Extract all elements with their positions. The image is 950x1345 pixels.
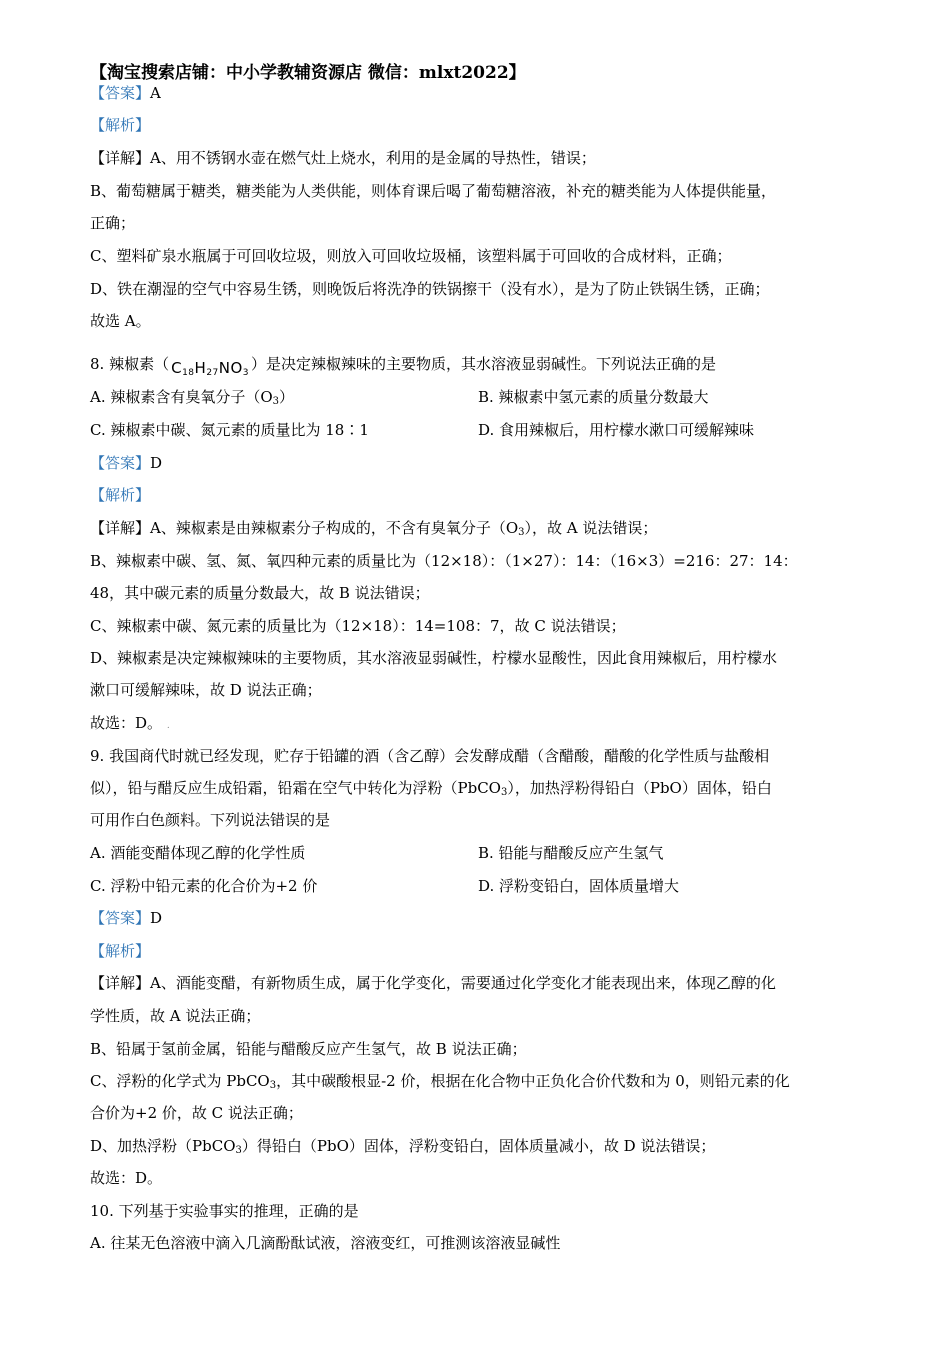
q7-detail-line: C、塑料矿泉水瓶属于可回收垃圾，则放入可回收垃圾桶，该塑料属于可回收的合成材料，正确； bbox=[90, 247, 732, 265]
q9-stem: 9. 我国商代时就已经发现，贮存于铅罐的酒（含乙醇）会发酵成醋（含醋酸，醋酸的化学性质与盐酸相 bbox=[90, 747, 770, 765]
q8-stem: 8. 辣椒素（ $C_{18}H_{27}NO_3$ ）是决定辣椒辣味的主要物质，其水溶液显弱碱性。下列说法正确的是 bbox=[90, 354, 716, 383]
q7-detail-line: B、葡萄糖属于糖类，糖类能为人类供能，则体育课后喝了葡萄糖溶液，补充的糖类能为人体提供能量， bbox=[90, 182, 777, 200]
q9-option-b: B. 铅能与醋酸反应产生氢气 bbox=[478, 844, 664, 862]
q8-option-b: B. 辣椒素中氢元素的质量分数最大 bbox=[478, 388, 709, 406]
q8-conclusion: 故选：D。 . bbox=[90, 714, 170, 732]
q7-conclusion: 故选 A。 bbox=[90, 312, 151, 330]
q9-detail-line: D、加热浮粉（PbCO$_3$）得铅白（PbO）固体，浮粉变铅白，固体质量减小，故 D 说法错误； bbox=[90, 1137, 716, 1156]
q8-answer: 【答案】D bbox=[90, 454, 163, 472]
q7-detail-line: D、铁在潮湿的空气中容易生锈，则晚饭后将洗净的铁锅擦干（没有水），是为了防止铁锅生锈，正确； bbox=[90, 280, 770, 298]
q8-detail-line: 【详解】A、辣椒素是由辣椒素分子构成的，不含有臭氧分子$(O_3)$，故 A 说法错误； bbox=[90, 519, 658, 538]
capsaicin-formula: $C_{18}H_{27}NO_3$ bbox=[171, 359, 250, 378]
q8-option-a: A. 辣椒素含有臭氧分子$(O_3)$ bbox=[90, 388, 295, 407]
q10-stem: 10. 下列基于实验事实的推理，正确的是 bbox=[90, 1202, 359, 1220]
q7-detail-line: 【详解】A、用不锈钢水壶在燃气灶上烧水，利用的是金属的导热性，错误； bbox=[90, 149, 596, 167]
q9-detail-line: 合价为+2 价，故 C 说法正确； bbox=[90, 1104, 303, 1122]
q9-detail-line: C、浮粉的化学式为 PbCO$_3$，其中碳酸根显-2 价，根据在化合物中正负化合价代数和为 0，则铅元素的化 bbox=[90, 1072, 790, 1091]
q7-analysis-tag: 【解析】 bbox=[90, 116, 151, 134]
q9-stem: 似），铅与醋反应生成铅霜，铅霜在空气中转化为浮粉（PbCO$_3$），加热浮粉得铅白（PbO）固体，铅白 bbox=[90, 779, 772, 798]
q9-detail-line: B、铅属于氢前金属，铅能与醋酸反应产生氢气，故 B 说法正确； bbox=[90, 1040, 527, 1058]
q9-conclusion: 故选：D。 bbox=[90, 1169, 163, 1187]
q8-option-c: C. 辣椒素中碳、氮元素的质量比为 18∶1 bbox=[90, 421, 369, 439]
q7-detail-line: 正确； bbox=[90, 214, 136, 232]
q9-detail-line: 【详解】A、酒能变醋，有新物质生成，属于化学变化，需要通过化学变化才能表现出来，体现乙醇的化 bbox=[90, 974, 776, 992]
q8-option-d: D. 食用辣椒后，用柠檬水漱口可缓解辣味 bbox=[478, 421, 755, 439]
q8-detail-line: 48，其中碳元素的质量分数最大，故 B 说法错误； bbox=[90, 584, 430, 602]
q9-stem: 可用作白色颜料。下列说法错误的是 bbox=[90, 811, 331, 829]
q7-answer: 【答案】A bbox=[90, 84, 161, 102]
q9-analysis-tag: 【解析】 bbox=[90, 942, 151, 960]
watermark-header: 【淘宝搜索店铺：中小学教辅资源店 微信：mlxt2022】 bbox=[90, 63, 526, 83]
q8-detail-line: C、辣椒素中碳、氮元素的质量比为（12×18）：14=108：7，故 C 说法错误； bbox=[90, 617, 626, 635]
q8-analysis-tag: 【解析】 bbox=[90, 486, 151, 504]
q8-detail-line: B、辣椒素中碳、氢、氮、氧四种元素的质量比为（12×18）：（1×27）：14：（16×3）=216：27：14： bbox=[90, 552, 798, 570]
q8-detail-line: 漱口可缓解辣味，故 D 说法正确； bbox=[90, 681, 322, 699]
q9-option-c: C. 浮粉中铅元素的化合价为+2 价 bbox=[90, 877, 318, 895]
q9-option-a: A. 酒能变醋体现乙醇的化学性质 bbox=[90, 844, 306, 862]
q8-detail-line: D、辣椒素是决定辣椒辣味的主要物质，其水溶液显弱碱性，柠檬水显酸性，因此食用辣椒后，用柠檬水 bbox=[90, 649, 778, 667]
q10-option-a: A. 往某无色溶液中滴入几滴酚酞试液，溶液变红，可推测该溶液显碱性 bbox=[90, 1234, 561, 1252]
q9-option-d: D. 浮粉变铅白，固体质量增大 bbox=[478, 877, 680, 895]
q9-answer: 【答案】D bbox=[90, 909, 163, 927]
q9-detail-line: 学性质，故 A 说法正确； bbox=[90, 1007, 261, 1025]
